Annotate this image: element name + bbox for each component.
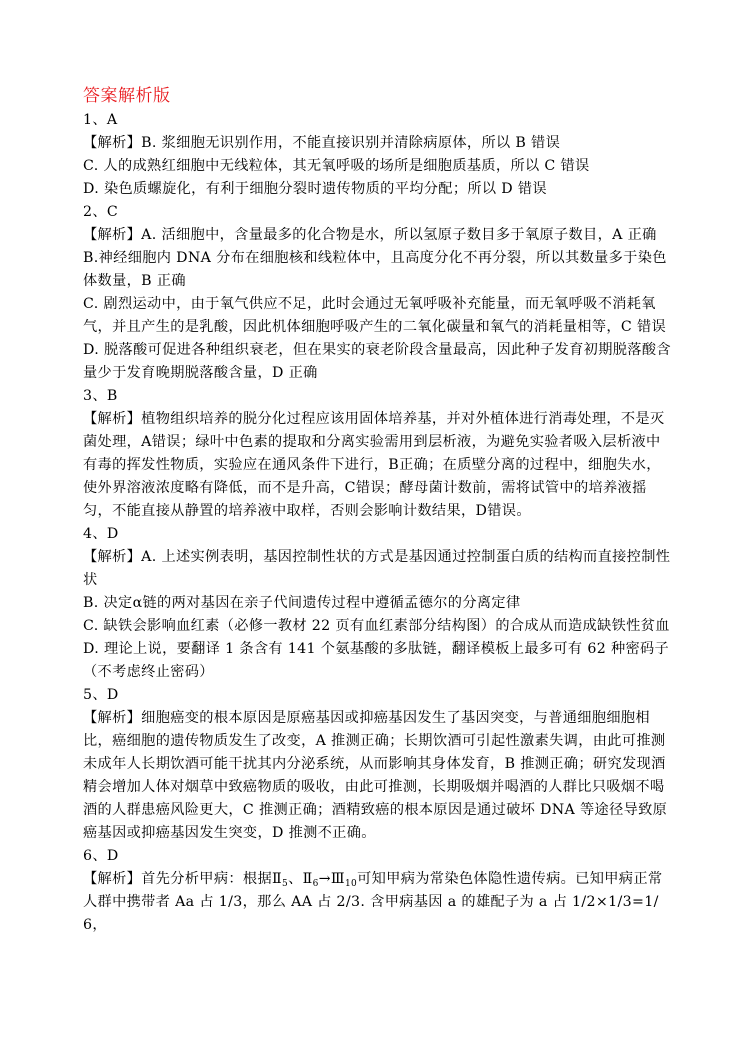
explanation-line: D. 理论上说，要翻译 1 条含有 141 个氨基酸的多肽链，翻译模板上最多可有 62 种密码子（不考虑终止密码） bbox=[83, 641, 670, 680]
explanation-line: D. 脱落酸可促进各种组织衰老，但在果实的衰老阶段含量最高，因此种子发育初期脱落酸含量少于发育晚期脱落酸含量，D 正确 bbox=[83, 342, 671, 381]
subscript: 5 bbox=[281, 879, 289, 889]
text-segment: 、Ⅱ bbox=[288, 871, 313, 887]
explanation-line: C. 剧烈运动中，由于氧气供应不足，此时会通过无氧呼吸补充能量，而无氧呼吸不消耗氧气，并且产生的是乳酸，因此机体细胞呼吸产生的二氧化碳量和氧气的消耗量相等，C 错误 bbox=[83, 296, 667, 335]
question-number: 1、A bbox=[83, 112, 118, 128]
explanation-line: 【解析】A. 上述实例表明，基因控制性状的方式是基因通过控制蛋白质的结构而直接控制性状 bbox=[83, 549, 671, 588]
explanation-line: D. 染色质螺旋化，有利于细胞分裂时遗传物质的平均分配；所以 D 错误 bbox=[83, 181, 547, 197]
text-segment: →Ⅲ bbox=[318, 871, 345, 887]
text-segment: 可知甲病为常染色体隐性遗传病。已知甲病正常人群中携带者 Aa 占 1/3，那么 AA 占 2/3. 含甲病基因 a 的雄配子为 a 占 1/2×1/3=1/6， bbox=[83, 871, 663, 933]
explanation-line: B.神经细胞内 DNA 分布在细胞核和线粒体中，且高度分化不再分裂，所以其数量多于染色体数量，B 正确 bbox=[83, 250, 667, 289]
text-segment: 【解析】首先分析甲病：根据Ⅱ bbox=[83, 871, 282, 887]
question-number: 4、D bbox=[83, 526, 119, 542]
subscript: 10 bbox=[344, 879, 358, 889]
question-number: 6、D bbox=[83, 848, 119, 864]
explanation-line: 【解析】B. 浆细胞无识别作用，不能直接识别并清除病原体，所以 B 错误 bbox=[83, 135, 561, 151]
explanation-paragraph bbox=[83, 868, 673, 937]
explanation-paragraph: 【解析】细胞癌变的根本原因是原癌基因或抑癌基因发生了基因突变，与普通细胞细胞相比，癌细胞的遗传物质发生了改变，A 推测正确；长期饮酒可引起性激素失调，由此可推测未成年人长期饮酒可能干扰其内分泌系统，从而影响其身体发育，B 推测正确；研究发现酒精会增加人体对烟草中致癌物质的吸收，由此可推测，长期吸烟并喝酒的人群比只吸烟不喝酒的人群患癌风险更大，C 推测正确；酒精致癌的根本原因是通过破坏 DNA 等途径导致原癌基因或抑癌基因发生突变，D 推测不正确。 bbox=[83, 710, 668, 841]
explanation-line: C. 缺铁会影响血红素（必修一教材 22 页有血红素部分结构图）的合成从而造成缺铁性贫血 bbox=[83, 618, 670, 634]
question-number: 2、C bbox=[83, 204, 119, 220]
question-number: 3、B bbox=[83, 388, 118, 404]
explanation-paragraph: 【解析】植物组织培养的脱分化过程应该用固体培养基，并对外植体进行消毒处理，不是灭菌处理，A错误；绿叶中色素的提取和分离实验需用到层析液，为避免实验者吸入层析液中有毒的挥发性物质，实验应在通风条件下进行，B正确；在质壁分离的过程中，细胞失水，使外界溶液浓度略有降低，而不是升高，C错误；酵母菌计数前，需将试管中的培养液摇匀，不能直接从静置的培养液中取样，否则会影响计数结果，D错误。 bbox=[83, 411, 665, 519]
explanation-line: C. 人的成熟红细胞中无线粒体，其无氧呼吸的场所是细胞质基质，所以 C 错误 bbox=[83, 158, 590, 174]
document-title: 答案解析版 bbox=[83, 86, 171, 106]
document-page bbox=[83, 84, 673, 937]
explanation-line: B. 决定α链的两对基因在亲子代间遗传过程中遵循孟德尔的分离定律 bbox=[83, 595, 521, 611]
subscript: 6 bbox=[312, 879, 319, 889]
question-number: 5、D bbox=[83, 687, 119, 703]
explanation-line: 【解析】A. 活细胞中，含量最多的化合物是水，所以氢原子数目多于氧原子数目，A 正确 bbox=[83, 227, 657, 243]
